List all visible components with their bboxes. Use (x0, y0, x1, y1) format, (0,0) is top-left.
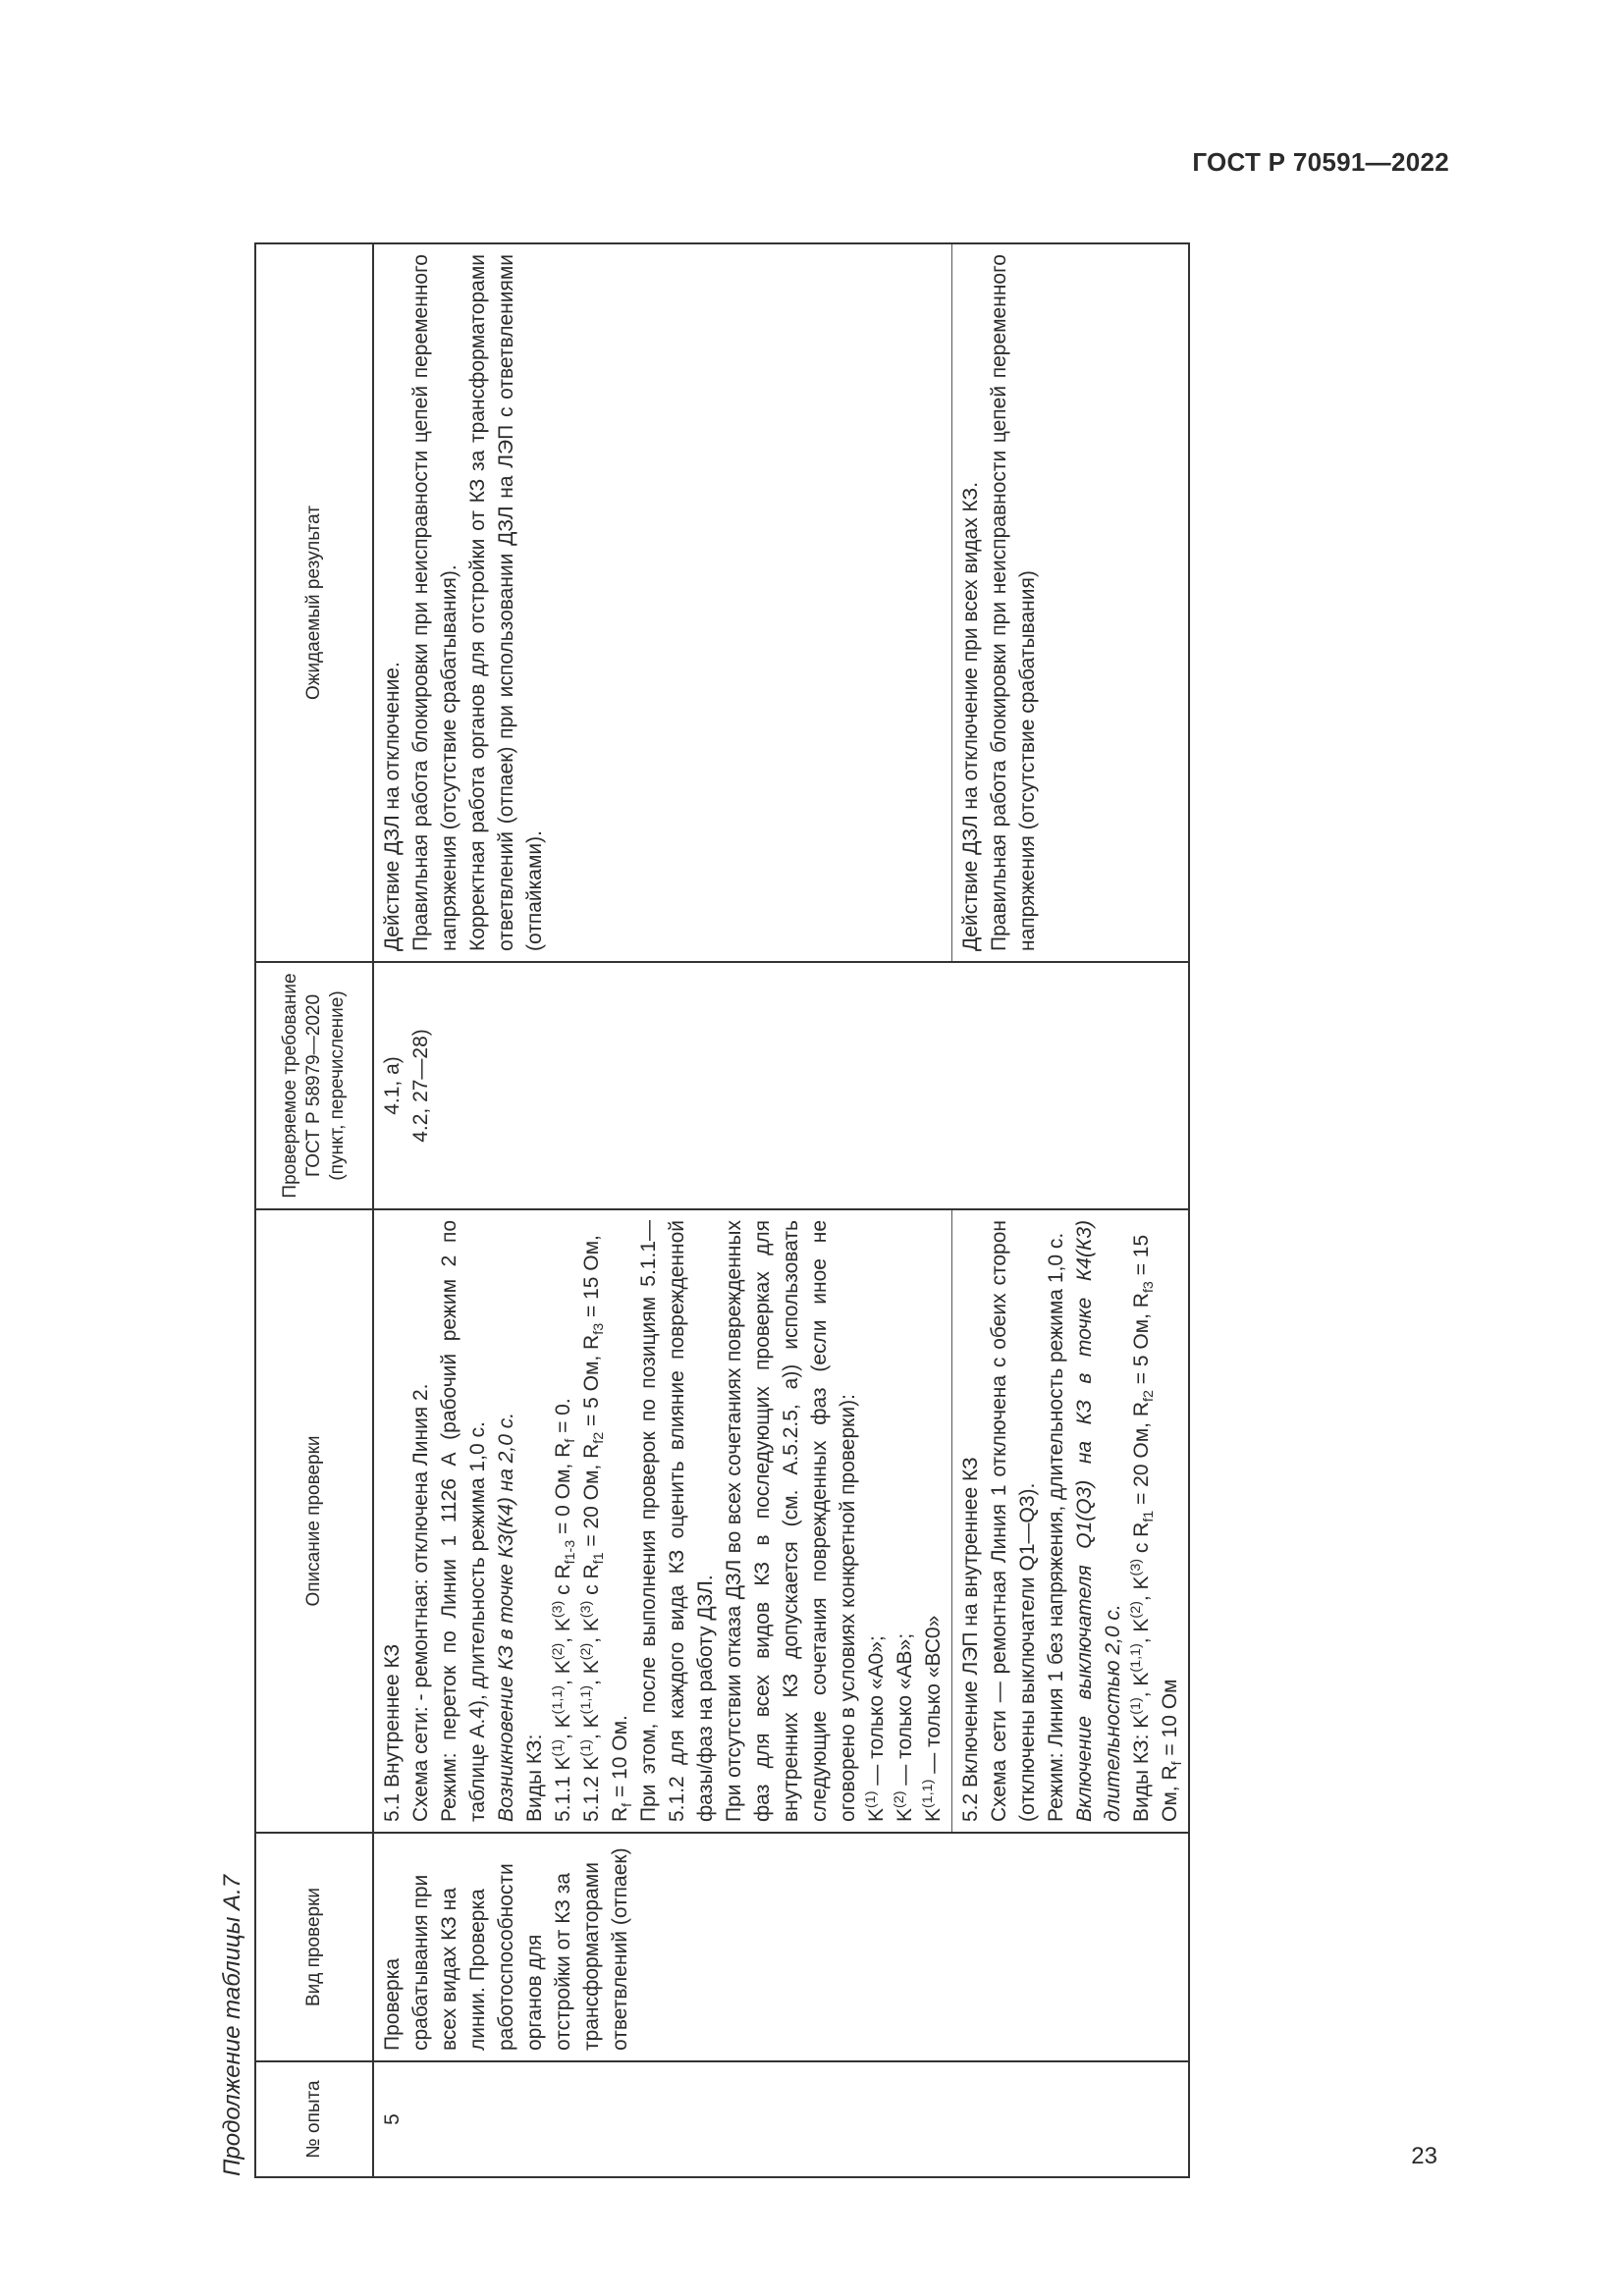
desc2-types: Виды КЗ: $K^{(1)}$, K$^{(1,1)}$, $K^{(2)}$, $K^{(3)}$ с $R_{f1} = 20$ Ом, $R_{f2} = 5$ Ом, $R_{f3} = 15$ Ом, $R_f = 10$ Ом (1128, 1234, 1186, 1822)
desc2-title: 5.2 Включение ЛЭП на внутреннее КЗ (959, 1457, 982, 1822)
req-2: 4.2, 27—28) (409, 1029, 432, 1143)
header-kind: Вид проверки (255, 1833, 373, 2061)
result-1-l3: Корректная работа органов для отстройки от КЗ за трансформаторами ответвлений (отпаек) при использовании ДЗЛ на ЛЭП с ответвлениями (отпайками). (466, 254, 546, 951)
header-result: Ожидаемый результат (255, 243, 373, 962)
test-table (254, 242, 1190, 2178)
cell-desc-5-2 (952, 1209, 1190, 1833)
cell-kind: Проверка срабатывания при всех видах КЗ на линии. Проверка работоспособности органов для отстройки от КЗ за трансформаторами ответвлений (отпаек) (373, 1833, 1189, 2061)
standard-header: ГОСТ Р 70591—2022 (1192, 147, 1449, 177)
desc-5-1-2: 5.1.2 $K^{(1)}$, K$^{(1,1)}$, $K^{(2)}$, $K^{(3)}$ с $R_{f1} = 20$ Ом, $R_{f2} = 5$ Ом, $R_{f3} = 15$ Ом, $R_f = 10$ Ом. (578, 1235, 636, 1822)
desc-5-1-1: 5.1.1 $K^{(1)}$, K$^{(1,1)}$, $K^{(2)}$, $K^{(3)}$ с $R_{f1-3} = 0$ Ом, $R_f = 0$. (550, 1398, 579, 1822)
cell-req (373, 962, 1189, 1209)
desc-scheme: Схема сети: - ремонтная: отключена Линия 2. (409, 1383, 432, 1822)
result-1-l1: Действие ДЗЛ на отключение. (381, 662, 404, 951)
desc-mode: Режим: переток по Линии 1 1126 А (рабочий режим 2 по таблице А.4), длительность режима 1,0 с. (438, 1220, 489, 1822)
cell-desc-5-1 (373, 1209, 952, 1833)
desc-types-title: Виды КЗ: (523, 1734, 546, 1822)
header-req: Проверяемое требование ГОСТ Р 58979—2020 (пункт, перечисление) (255, 962, 373, 1209)
desc-only-bc0: K$^{(1,1)}$ — только «ВС0» (920, 1615, 945, 1822)
table-header-row (255, 243, 373, 2177)
req-1: 4.1, а) (381, 1056, 404, 1115)
desc2-switching: Включение выключателя Q1(Q3) на КЗ в точке К4(К3) длительностью 2,0 с. (1073, 1220, 1124, 1822)
desc-absence: При отсутствии отказа ДЗЛ во всех сочетаниях поврежденных фаз для всех видов КЗ в последующих проверках для внутренних КЗ допускается (см. А.5.2.5, а)) использовать следующие сочетания поврежденных фаз (если иное не оговорено в условиях конкретной проверки): (723, 1220, 859, 1822)
desc-only-ab: $K^{(2)}$ — только «АВ»; (892, 1632, 916, 1822)
cell-num: 5 (373, 2061, 1189, 2177)
result-2-l1: Действие ДЗЛ на отключение при всех видах КЗ. (959, 481, 982, 951)
desc2-mode: Режим: Линия 1 без напряжения, длительность режима 1,0 с. (1045, 1232, 1067, 1822)
cell-result-5-1 (373, 243, 952, 962)
desc-occurrence: Возникновение КЗ в точке К3(К4) на 2,0 с. (495, 1412, 517, 1822)
desc-after: При этом, после выполнения проверок по позициям 5.1.1—5.1.2 для каждого вида КЗ оценить влияние поврежденной фазы/фаз на работу ДЗЛ. (637, 1220, 717, 1822)
table-row (373, 243, 952, 2177)
header-num: № опыта (255, 2061, 373, 2177)
cell-result-5-2 (952, 243, 1190, 962)
result-2-l2: Правильная работа блокировки при неисправности цепей переменного напряжения (отсутствие срабатывания) (988, 254, 1039, 951)
rotated-table-block (219, 244, 1187, 2178)
header-desc: Описание проверки (255, 1209, 373, 1833)
page-number: 23 (1411, 2143, 1437, 2169)
desc2-scheme: Схема сети — ремонтная Линия 1 отключена с обеих сторон (отключены выключатели Q1—Q3). (988, 1220, 1039, 1822)
desc-only-a0: $K^{(1)}$ — только «А0»; (863, 1635, 888, 1822)
table-caption: Продолжение таблицы А.7 (219, 1874, 245, 2176)
desc-title: 5.1 Внутреннее КЗ (381, 1643, 404, 1822)
result-1-l2: Правильная работа блокировки при неисправности цепей переменного напряжения (отсутствие срабатывания). (409, 254, 460, 951)
